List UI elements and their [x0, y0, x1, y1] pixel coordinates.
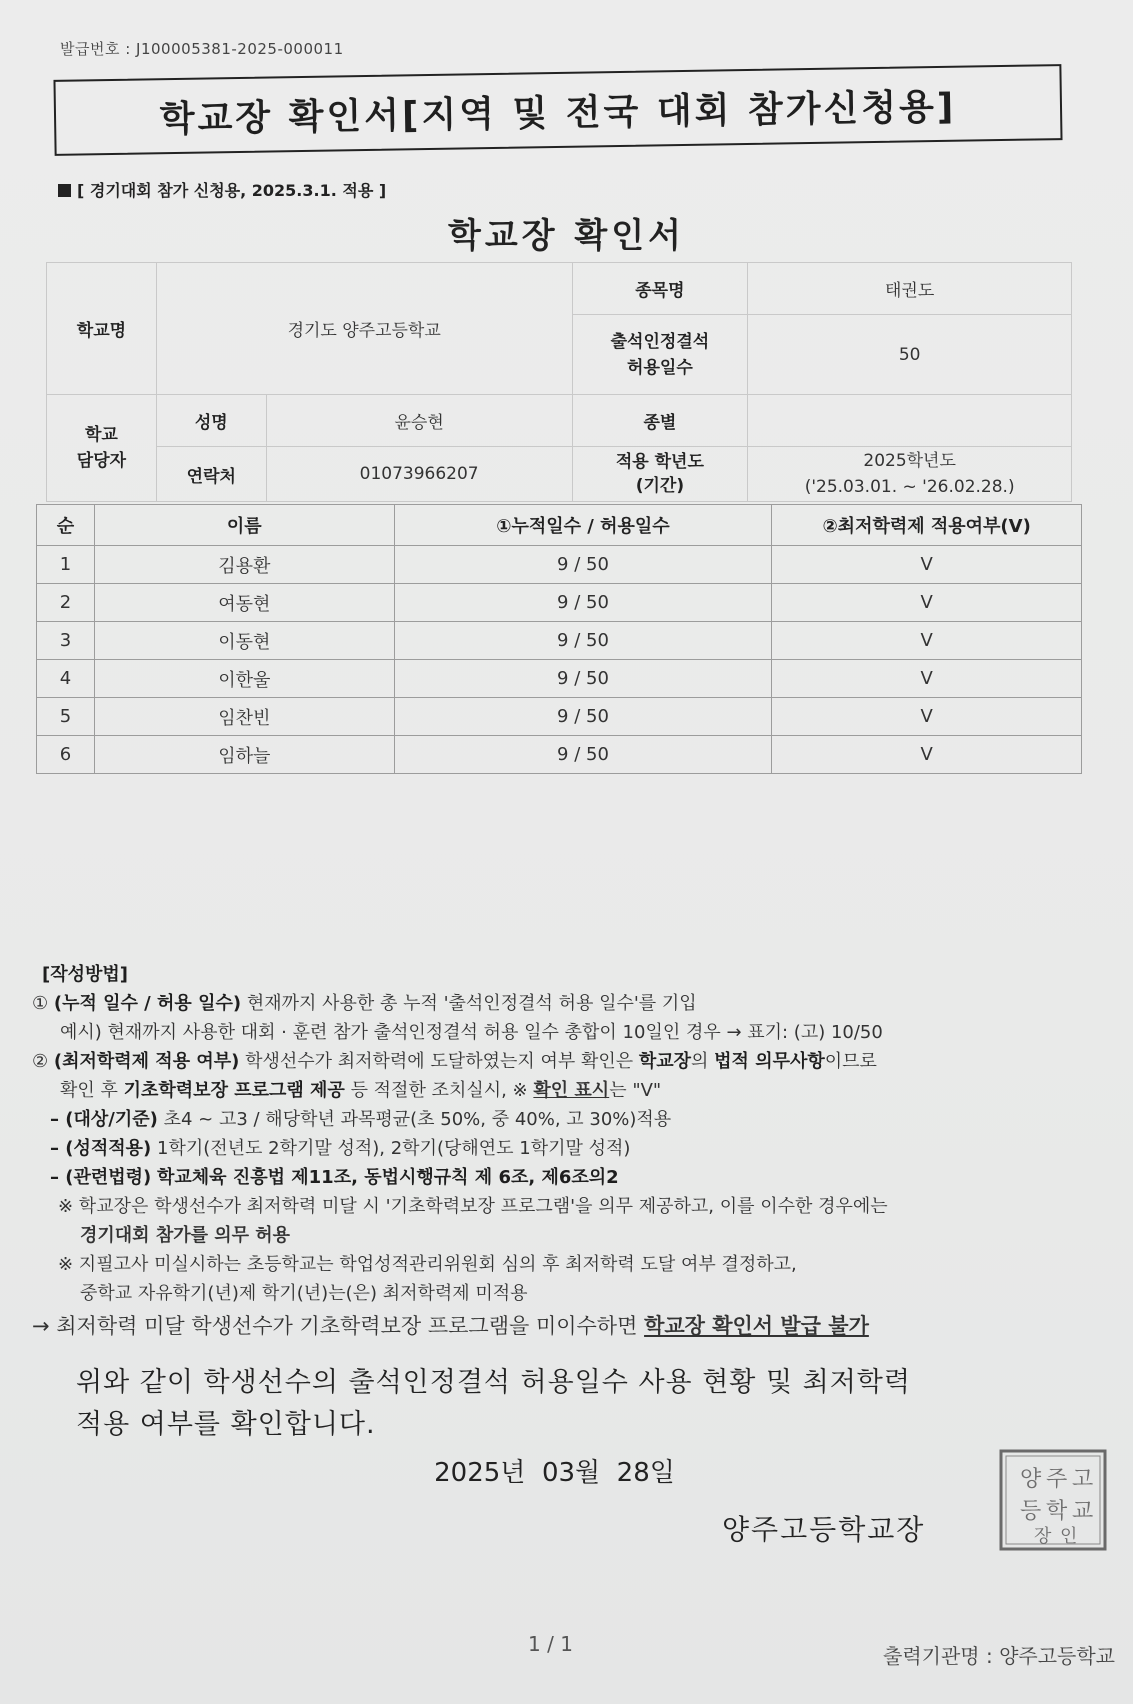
- guide-l3-text-a: 학생선수가 최저학력에 도달하였는지 여부 확인은: [245, 1051, 634, 1072]
- main-title: 학교장 확인서: [448, 216, 685, 256]
- row-applied: V: [772, 546, 1082, 584]
- manager-label: [47, 395, 157, 502]
- row-days: 9 / 50: [394, 698, 772, 736]
- table-row: [37, 584, 1082, 622]
- allowed-days-value: 50: [748, 315, 1072, 395]
- manager-label-line2: 담당자: [76, 451, 127, 471]
- allowed-days-label-line1: 출석인정결석: [610, 331, 710, 352]
- guide-line-5: [32, 1105, 1112, 1134]
- sport-value: 태권도: [748, 263, 1072, 315]
- row-name: 임하늘: [94, 736, 394, 774]
- guide-l4-text-c: 등 적절한 조치실시, ※: [350, 1080, 528, 1101]
- guide-line-2: 예시) 현재까지 사용한 대회 · 훈련 참가 출석인정결석 허용 일수 총합이 10일인 경우 → 표기: (고) 10/50: [60, 1022, 883, 1043]
- svg-text:주: 주: [1046, 1467, 1068, 1492]
- issuing-institution: 출력기관명 : 양주고등학교: [883, 1644, 1115, 1668]
- header-title: 학교장 확인서[지역 및 전국 대회 참가신청용]: [159, 86, 957, 140]
- official-seal-icon: [998, 1448, 1108, 1552]
- confirmation-statement: [76, 1362, 911, 1446]
- manager-label-line1: 학교: [85, 425, 118, 445]
- guide-l3-num: ②: [32, 1051, 49, 1072]
- guide-heading: [32, 960, 1112, 989]
- confirmation-line-2: 적용 여부를 확인합니다.: [76, 1409, 376, 1440]
- school-label: 학교명: [47, 263, 157, 395]
- principal-name: 양주고등학교장: [722, 1513, 926, 1546]
- table-row: [37, 546, 1082, 584]
- guide-l4-text-a: 확인 후: [60, 1080, 118, 1101]
- issue-date: 2025년 03월 28일: [434, 1458, 675, 1488]
- row-applied: V: [772, 622, 1082, 660]
- row-days: 9 / 50: [394, 736, 772, 774]
- sport-label: 종목명: [572, 263, 748, 315]
- confirmation-line-1: 위와 같이 학생선수의 출석인정결석 허용일수 사용 현황 및 최저학력: [76, 1367, 911, 1398]
- guide-l7-bold: – (관련법령): [50, 1167, 152, 1188]
- table-row: [37, 736, 1082, 774]
- guide-l6-text: 1학기(전년도 2학기말 성적), 2학기(당해연도 1학기말 성적): [157, 1138, 631, 1159]
- svg-text:인: 인: [1060, 1526, 1078, 1547]
- subnote-text: [ 경기대회 참가 신청용, 2025.3.1. 적용 ]: [77, 181, 387, 200]
- row-name: 김용환: [94, 546, 394, 584]
- category-value: [748, 395, 1072, 447]
- year-label-line1: 적용 학년도: [615, 452, 704, 472]
- row-no: 6: [37, 736, 95, 774]
- issue-number: 발급번호 : J100005381-2025-000011: [60, 40, 344, 58]
- guide-line-3: [32, 1047, 1112, 1076]
- guide-line-9: 경기대회 참가를 의무 허용: [80, 1225, 291, 1246]
- guide-l1-num: ①: [32, 993, 49, 1014]
- allowed-days-label-line2: 허용일수: [627, 357, 693, 378]
- guide-l12-underline: 학교장 확인서 발급 불가: [644, 1314, 869, 1338]
- guide-l3-bold-d: 법적 의무사항: [714, 1051, 825, 1072]
- name-label: 성명: [156, 395, 266, 447]
- guide-l1-bold: (누적 일수 / 허용 일수): [53, 993, 242, 1014]
- writing-guide: [32, 960, 1112, 1341]
- guide-l4-underline: 확인 표시: [533, 1080, 610, 1101]
- header-name: 이름: [94, 505, 394, 546]
- guide-l1-text: 현재까지 사용한 총 누적 '출석인정결석 허용 일수'를 기입: [246, 993, 697, 1014]
- row-name: 이동현: [94, 622, 394, 660]
- square-bullet-icon: [58, 184, 71, 197]
- row-no: 4: [37, 660, 95, 698]
- guide-l7-text: 학교체육 진흥법 제11조, 동법시행규칙 제 6조, 제6조의2: [157, 1167, 619, 1188]
- category-label: 종별: [572, 395, 748, 447]
- row-days: 9 / 50: [394, 622, 772, 660]
- guide-line-7: [32, 1163, 1112, 1192]
- row-applied: V: [772, 660, 1082, 698]
- header-days: ①누적일수 / 허용일수: [394, 505, 772, 546]
- row-name: 이한울: [94, 660, 394, 698]
- header-title-box: [53, 64, 1062, 156]
- table-row: [37, 698, 1082, 736]
- guide-line-6: [32, 1134, 1112, 1163]
- guide-line-10: ※ 지필고사 미실시하는 초등학교는 학업성적관리위원회 심의 후 최저학력 도달 여부 결정하고,: [58, 1254, 797, 1275]
- guide-l3-text-c: 의: [691, 1051, 709, 1072]
- table-row: [37, 660, 1082, 698]
- guide-l6-bold: – (성적적용): [50, 1138, 152, 1159]
- row-days: 9 / 50: [394, 546, 772, 584]
- year-value-line1: 2025학년도: [863, 451, 956, 471]
- guide-line-4: [32, 1076, 1112, 1105]
- row-applied: V: [772, 584, 1082, 622]
- contact-label: 연락처: [156, 447, 266, 502]
- row-no: 1: [37, 546, 95, 584]
- student-table: [36, 504, 1082, 774]
- row-applied: V: [772, 698, 1082, 736]
- guide-l3-text-e: 이므로: [824, 1051, 877, 1072]
- header-no: 순: [37, 505, 95, 546]
- svg-text:교: 교: [1072, 1499, 1094, 1524]
- row-no: 5: [37, 698, 95, 736]
- guide-l4-text-d: 는 "V": [609, 1080, 662, 1101]
- row-name: 여동현: [94, 584, 394, 622]
- guide-l5-text: 초4 ~ 고3 / 해당학년 과목평균(초 50%, 중 40%, 고 30%)적용: [163, 1109, 672, 1130]
- name-value: 윤승현: [266, 395, 572, 447]
- year-value: [748, 447, 1072, 502]
- guide-l4-bold-b: 기초학력보장 프로그램 제공: [123, 1080, 345, 1101]
- guide-l5-bold: – (대상/기준): [50, 1109, 158, 1130]
- year-value-line2: ('25.03.01. ~ '26.02.28.): [804, 477, 1015, 497]
- guide-l3-bold: (최저학력제 적용 여부): [53, 1051, 240, 1072]
- guide-line-1: [32, 989, 1112, 1018]
- row-name: 임찬빈: [94, 698, 394, 736]
- svg-text:등: 등: [1020, 1499, 1042, 1524]
- guide-heading-text: [작성방법]: [42, 964, 129, 985]
- guide-line-12: [32, 1312, 1112, 1341]
- year-label-line2: (기간): [635, 476, 685, 496]
- row-applied: V: [772, 736, 1082, 774]
- guide-line-8: ※ 학교장은 학생선수가 최저학력 미달 시 '기초학력보장 프로그램'을 의무 제공하고, 이를 이수한 경우에는: [58, 1196, 888, 1217]
- school-value: 경기도 양주고등학교: [156, 263, 572, 395]
- guide-l12-text: → 최저학력 미달 학생선수가 기초학력보장 프로그램을 미이수하면: [32, 1314, 638, 1338]
- row-days: 9 / 50: [394, 584, 772, 622]
- svg-text:장: 장: [1034, 1526, 1052, 1547]
- year-label: [572, 447, 748, 502]
- table-row: [37, 622, 1082, 660]
- contact-value: 01073966207: [266, 447, 572, 502]
- row-no: 2: [37, 584, 95, 622]
- row-days: 9 / 50: [394, 660, 772, 698]
- row-no: 3: [37, 622, 95, 660]
- page-number: 1 / 1: [528, 1632, 573, 1656]
- guide-line-11: 중학교 자유학기(년)제 학기(년)는(은) 최저학력제 미적용: [80, 1283, 528, 1304]
- info-table: [46, 262, 1072, 502]
- subnote: [58, 178, 386, 201]
- guide-l3-bold-b: 학교장: [638, 1051, 692, 1072]
- header-applied: ②최저학력제 적용여부(V): [772, 505, 1082, 546]
- allowed-days-label: [572, 315, 748, 395]
- svg-text:학: 학: [1046, 1499, 1068, 1524]
- svg-text:양: 양: [1020, 1467, 1042, 1492]
- svg-text:고: 고: [1072, 1467, 1094, 1492]
